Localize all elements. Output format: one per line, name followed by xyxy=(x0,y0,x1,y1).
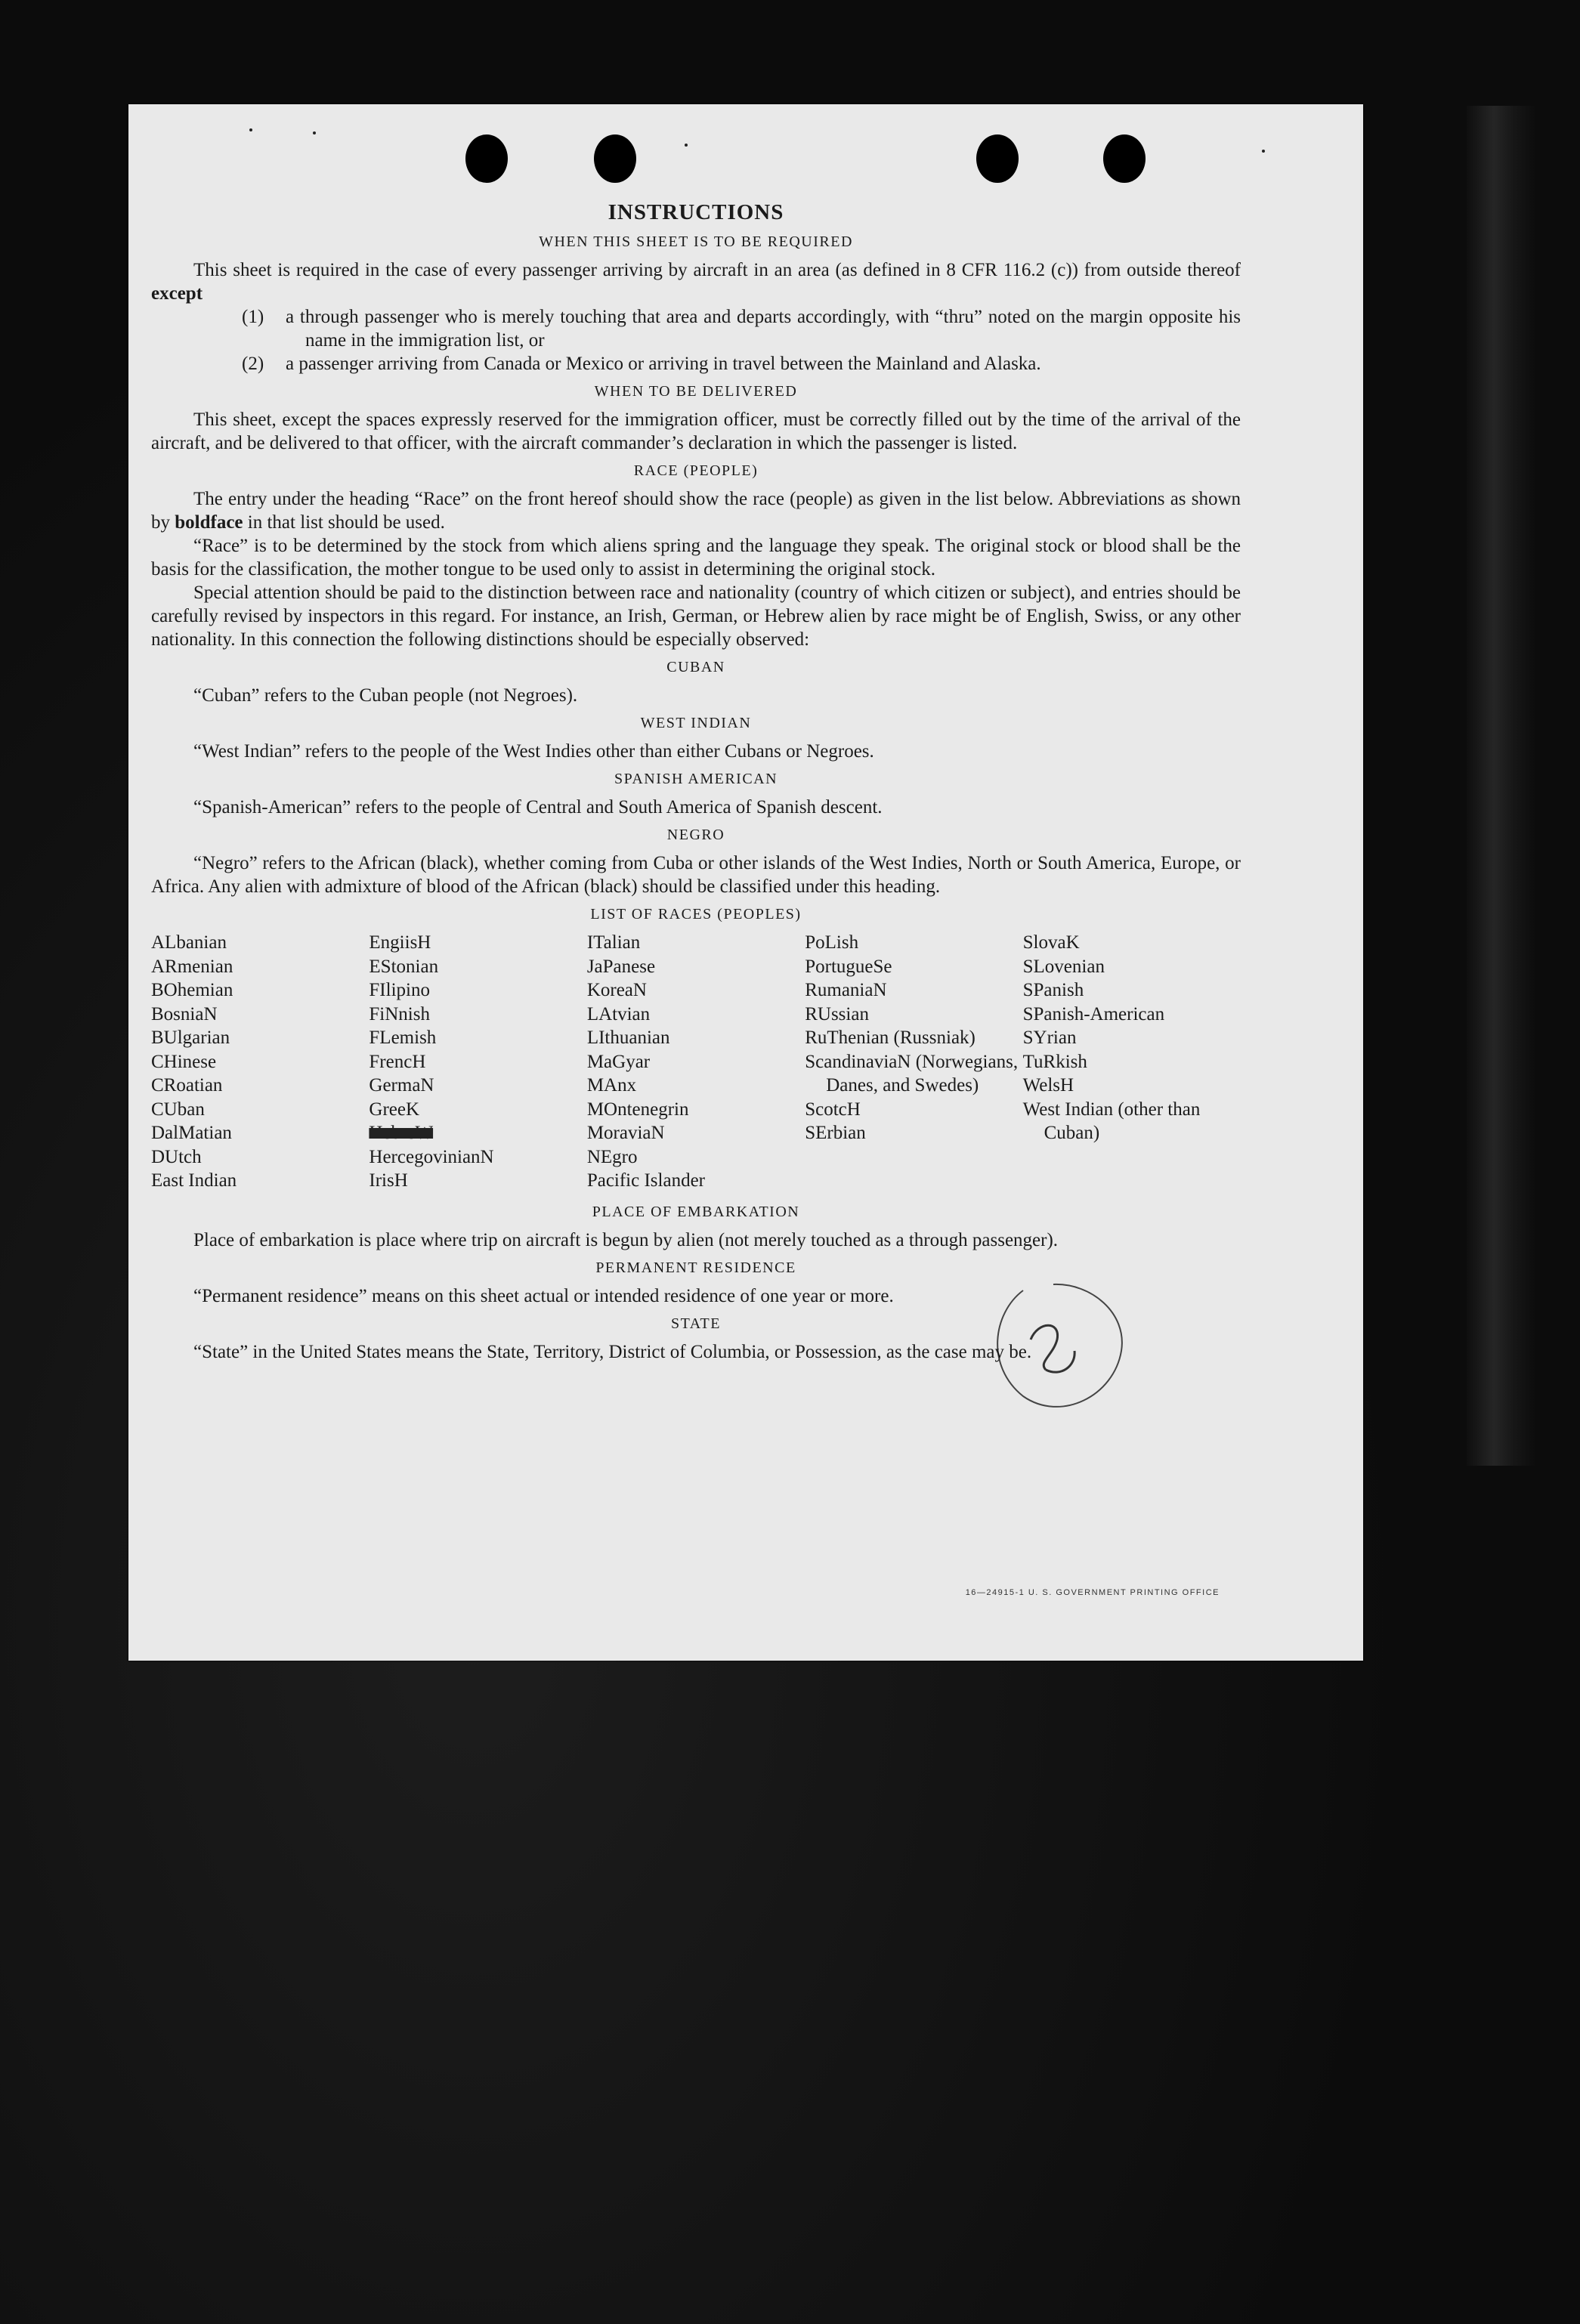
race-item: Pacific Islander xyxy=(586,1170,705,1191)
race-item: SYrian xyxy=(1022,1028,1077,1048)
race-item: RUssian xyxy=(805,1003,869,1024)
race-item: IrisH xyxy=(369,1170,408,1191)
section-heading: PERMANENT RESIDENCE xyxy=(595,1259,796,1276)
race-item: KoreaN xyxy=(586,980,647,1000)
punch-hole xyxy=(976,134,1019,183)
race-item: BUlgarian xyxy=(151,1028,230,1048)
race-item: MOntenegrin xyxy=(586,1099,689,1120)
race-item: CUban xyxy=(151,1099,205,1120)
punch-hole xyxy=(1103,134,1146,183)
race-column xyxy=(1023,931,1241,1193)
paragraph: Special attention should be paid to the distinction between race and nationality (country of which citizen or subject), and entries should be carefully revised by inspectors in this regard. For instance, an Irish, German, or Hebrew alien by race might be of English, Swiss, or any other nationality. In this connection the following distinctions should be especially observed: xyxy=(151,583,1241,650)
instructions-content xyxy=(151,201,1241,1364)
race-item: ALbanian xyxy=(151,932,227,953)
speck xyxy=(313,131,316,134)
race-item: BOhemian xyxy=(151,980,233,1000)
section-heading: NEGRO xyxy=(666,827,725,843)
race-item: WelsH xyxy=(1022,1075,1074,1096)
race-item: FrencH xyxy=(369,1051,426,1072)
section-heading: CUBAN xyxy=(666,659,725,675)
section-heading: STATE xyxy=(671,1315,721,1332)
section-heading: WHEN TO BE DELIVERED xyxy=(594,383,798,400)
section-heading: SPANISH AMERICAN xyxy=(614,771,778,787)
paragraph: “Permanent residence” means on this sheet actual or intended residence of one year or more. xyxy=(193,1285,894,1306)
paragraph: Place of embarkation is place where trip on aircraft is begun by alien (not merely touched as a through passenger). xyxy=(193,1229,1059,1250)
race-item: CHinese xyxy=(151,1051,217,1072)
paragraph: “Negro” refers to the African (black), whether coming from Cuba or other islands of the West Indies, North or South America, Europe, or Africa. Any alien with admixture of blood of the African (black) should be classified under this heading. xyxy=(151,853,1241,897)
section-heading: RACE (PEOPLE) xyxy=(633,462,759,479)
paragraph: “Cuban” refers to the Cuban people (not Negroes). xyxy=(193,685,578,706)
paragraph: The entry under the heading “Race” on the front hereof should show the race (people) as given in the list below. Abbreviations as shown by boldface in that list should be used. xyxy=(151,489,1241,533)
paragraph: “Race” is to be determined by the stock from which aliens spring and the language they speak. The original stock or blood shall be the basis for the classification, the mother tongue to be used only to assist in determining the original stock. xyxy=(151,536,1241,579)
race-item: ARmenian xyxy=(151,956,233,977)
list-item: (1) a through passenger who is merely touching that area and departs accordingly, with “thru” noted on the margin opposite his name in the immigration list, or xyxy=(242,307,1241,351)
race-item: ITalian xyxy=(586,932,641,953)
paragraph: “State” in the United States means the State, Territory, District of Columbia, or Possession, as the case may be. xyxy=(193,1341,1032,1362)
section-heading: WEST INDIAN xyxy=(640,715,752,731)
paragraph: “West Indian” refers to the people of the West Indies other than either Cubans or Negroes. xyxy=(193,741,874,762)
paragraph: “Spanish-American” refers to the people of Central and South America of Spanish descent. xyxy=(193,797,883,817)
race-item-redacted: HebreW xyxy=(369,1123,434,1143)
race-column xyxy=(151,931,369,1193)
section-heading: WHEN THIS SHEET IS TO BE REQUIRED xyxy=(539,233,853,250)
speck xyxy=(249,128,252,131)
race-item: EngiisH xyxy=(369,932,431,953)
race-item: FIlipino xyxy=(369,980,430,1000)
race-column xyxy=(369,931,586,1193)
race-item: West Indian (other than Cuban) xyxy=(1022,1099,1201,1143)
race-item: SErbian xyxy=(805,1123,866,1143)
paragraph: This sheet is required in the case of every passenger arriving by aircraft in an area (as defined in 8 CFR 116.2 (c)) from outside thereof except xyxy=(151,260,1241,304)
speck xyxy=(685,144,688,147)
race-item: MoraviaN xyxy=(586,1123,665,1143)
paragraph: This sheet, except the spaces expressly reserved for the immigration officer, must be correctly filled out by the time of the arrival of the aircraft, and be delivered to that officer, with the aircraft commander’s declaration in which the passenger is listed. xyxy=(151,409,1241,453)
race-item: SLovenian xyxy=(1022,956,1105,977)
section-heading: LIST OF RACES (PEOPLES) xyxy=(590,906,802,922)
race-item: LIthuanian xyxy=(586,1028,670,1048)
race-item: SPanish xyxy=(1022,980,1084,1000)
race-list xyxy=(151,931,1241,1193)
race-item: NEgro xyxy=(586,1146,638,1167)
race-item: PortugueSe xyxy=(805,956,892,977)
section-heading: PLACE OF EMBARKATION xyxy=(592,1203,800,1220)
race-item: DalMatian xyxy=(151,1123,232,1143)
race-item: SPanish-American xyxy=(1022,1003,1165,1024)
race-item: PoLish xyxy=(805,932,859,953)
race-item: FLemish xyxy=(369,1028,437,1048)
race-item: LAtvian xyxy=(586,1003,651,1024)
race-item: CRoatian xyxy=(151,1075,223,1096)
race-item: JaPanese xyxy=(586,956,656,977)
race-item: GermaN xyxy=(369,1075,434,1096)
race-item: SlovaK xyxy=(1022,932,1080,953)
race-item: RuThenian (Russniak) xyxy=(805,1028,976,1048)
race-column xyxy=(587,931,805,1193)
race-item: HercegovinianN xyxy=(369,1146,494,1167)
race-item: GreeK xyxy=(369,1099,420,1120)
race-item: East Indian xyxy=(151,1170,237,1191)
race-item: EStonian xyxy=(369,956,439,977)
race-item: ScotcH xyxy=(805,1099,861,1120)
scan-edge-shadow xyxy=(1467,106,1535,1466)
race-item: MAnx xyxy=(586,1075,637,1096)
document-page xyxy=(128,104,1363,1661)
race-item: BosniaN xyxy=(151,1003,218,1024)
page-title: INSTRUCTIONS xyxy=(608,200,784,224)
race-item: MaGyar xyxy=(586,1051,651,1072)
race-item: RumaniaN xyxy=(805,980,887,1000)
race-column xyxy=(805,931,1022,1193)
punch-hole xyxy=(465,134,508,183)
race-item: TuRkish xyxy=(1022,1051,1087,1072)
printing-office-code: 16—24915-1 U. S. GOVERNMENT PRINTING OFFICE xyxy=(965,1588,1220,1597)
speck xyxy=(1262,150,1265,153)
race-item: FiNnish xyxy=(369,1003,430,1024)
race-item: DUtch xyxy=(151,1146,202,1167)
race-item: ScandinaviaN (Norwegians, Danes, and Swedes) xyxy=(805,1051,1019,1096)
punch-hole xyxy=(594,134,636,183)
list-item: (2) a passenger arriving from Canada or Mexico or arriving in travel between the Mainland and Alaska. xyxy=(242,354,1041,374)
